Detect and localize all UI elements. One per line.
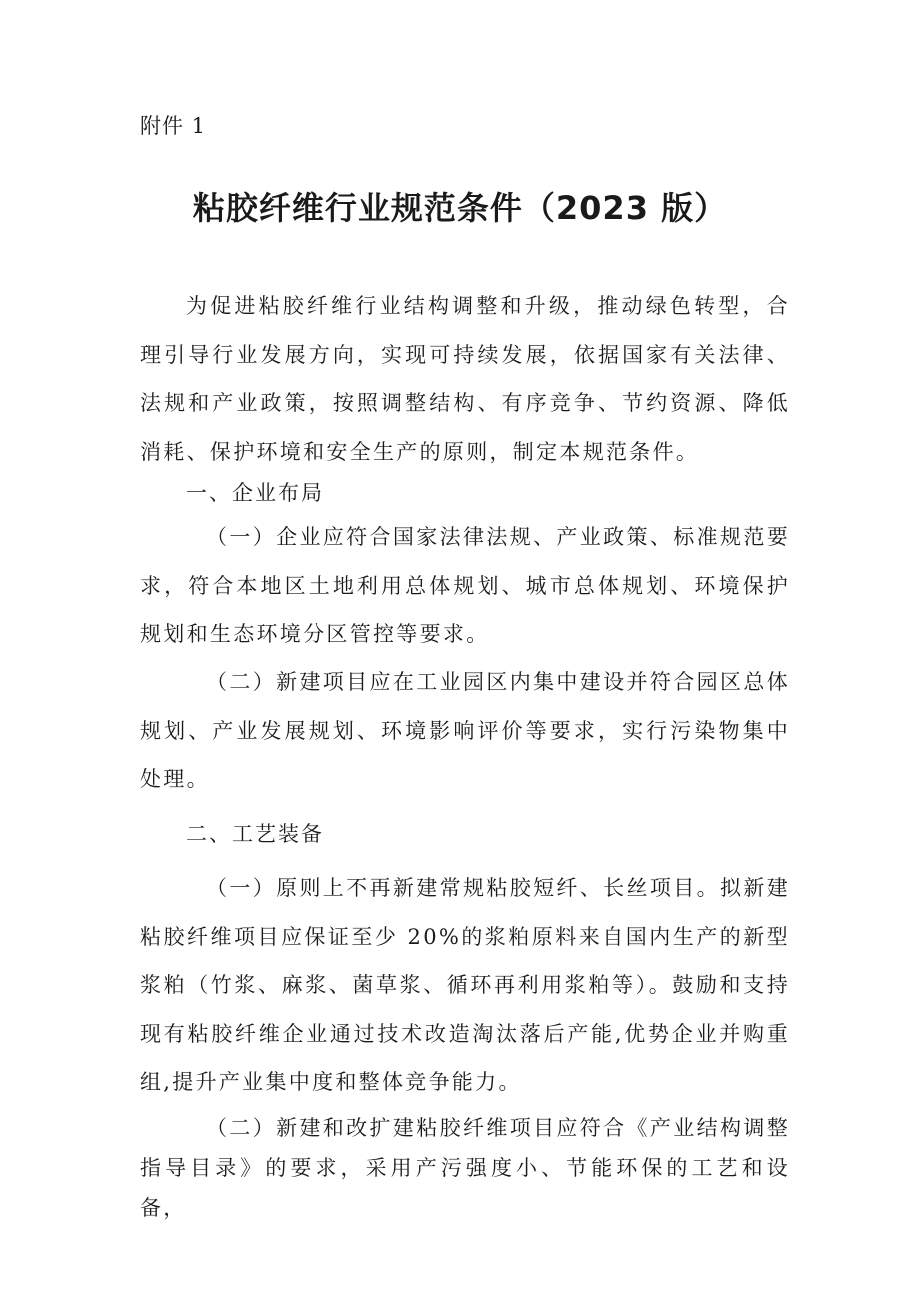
section-heading-process: 二、工艺装备 xyxy=(186,822,324,846)
document-title: 粘胶纤维行业规范条件（2023 版） xyxy=(192,189,728,227)
attachment-label: 附件 1 xyxy=(140,114,207,138)
process-item-2: （二）新建和改扩建粘胶纤维项目应符合《产业结构调整指导目录》的要求，采用产污强度小、节能环保的工艺和设备， xyxy=(140,1116,790,1220)
process-item-1: （一）原则上不再新建常规粘胶短纤、长丝项目。拟新建粘胶纤维项目应保证至少 20%的浆粕原料来自国内生产的新型浆粕（竹浆、麻浆、菌草浆、循环再利用浆粕等）。鼓励和支持现有粘胶纤维企业通过技术改造淘汰落后产能,优势企业并购重组,提升产业集中度和整体竞争能力。 xyxy=(140,876,790,1094)
intro-paragraph: 为促进粘胶纤维行业结构调整和升级，推动绿色转型，合理引导行业发展方向，实现可持续发展，依据国家有关法律、法规和产业政策，按照调整结构、有序竞争、节约资源、降低消耗、保护环境和安全生产的原则，制定本规范条件。 xyxy=(140,294,790,464)
layout-item-2: （二）新建项目应在工业园区内集中建设并符合园区总体规划、产业发展规划、环境影响评价等要求，实行污染物集中处理。 xyxy=(140,670,790,791)
section-heading-layout: 一、企业布局 xyxy=(186,481,324,505)
layout-item-1: （一）企业应符合国家法律法规、产业政策、标准规范要求，符合本地区土地利用总体规划、城市总体规划、环境保护规划和生态环境分区管控等要求。 xyxy=(140,525,790,646)
